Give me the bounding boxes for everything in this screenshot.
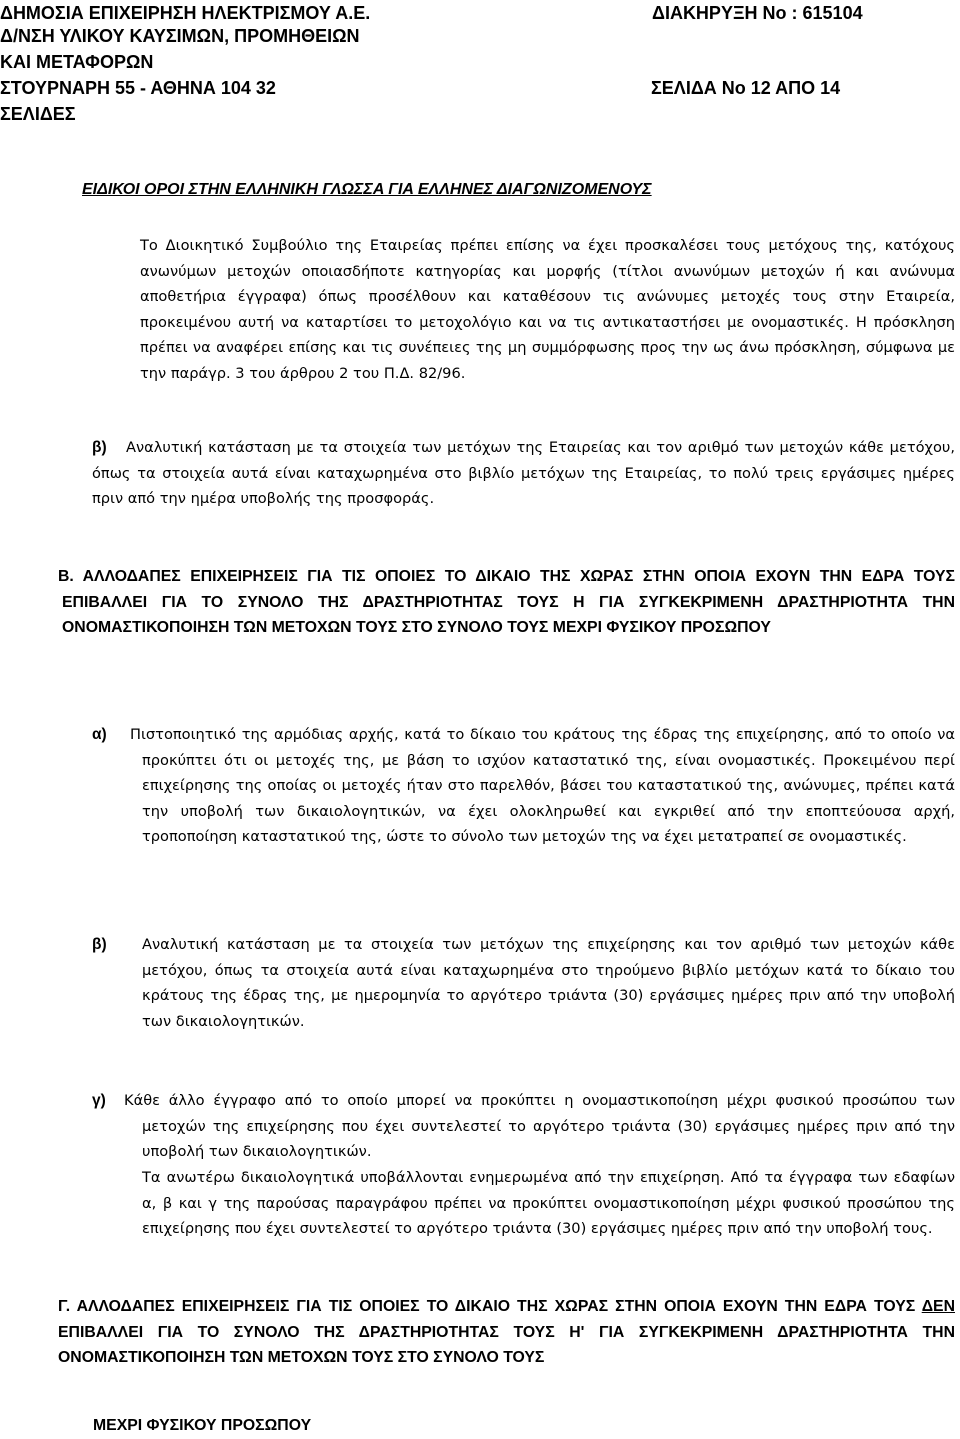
header-department-cont: ΚΑΙ ΜΕΤΑΦΟΡΩΝ [0,52,154,72]
section-c-heading-tail: ΜΕΧΡΙ ΦΥΣΙΚΟΥ ΠΡΟΣΩΠΟΥ [93,1417,312,1434]
list-item-a-certificate [92,722,955,902]
item-text: Κάθε άλλο έγγραφο από το οποίο μπορεί να προκύπτει η ονομαστικοποίηση μέχρι φυσικού προσώπου των μετοχών της επιχείρησης που έχει συντελεστεί το αργότερο τριάντα (30) εργάσιμες ημέρες πριν από την υποβολή των δικαιολογητικών. [124,1092,955,1161]
item-text: Αναλυτική κατάσταση με τα στοιχεία των μετόχων της Εταιρείας και τον αριθμό των μετοχών κάθε μετόχου, όπως τα στοιχεία αυτά είναι καταχωρημένα στο βιβλίο μετόχων της Εταιρείας, το πολύ τρεις εργάσιμες ημέρες πριν από την ημέρα υποβολής της προσφοράς. [92,439,955,508]
list-item-b-shareholders [92,435,955,540]
intro-paragraph: Το Διοικητικό Συμβούλιο της Εταιρείας πρέπει επίσης να έχει προσκαλέσει τους μετόχους της, κατόχους ανωνύμων μετοχών οποιασδήποτε κατηγορίας και μορφής (τίτλοι ανωνύμων μετοχών ή και ανώνυμα αποθετήρια έγγραφα) όπως προσέλθουν και καταθέσουν τις ανώνυμες μετοχές τους στην Εταιρεία, προκειμένου αυτή να καταρτίσει το μετοχολόγιο και να τις αντικαταστήσει με ονομαστικές. Η πρόσκληση πρέπει να αναφέρει επίσης και τις συνέπειες της μη συμμόρφωσης προς την ως άνω πρόσκληση, σύμφωνα με την παράγρ. 3 του άρθρου 2 του Π.Δ. 82/96. [140,237,955,382]
item-label: β) [92,439,107,456]
header-org-name: ΔΗΜΟΣΙΑ ΕΠΙΧΕΙΡΗΣΗ ΗΛΕΚΤΡΙΣΜΟΥ Α.Ε. [0,3,371,23]
section-b-heading: Β. ΑΛΛΟΔΑΠΕΣ ΕΠΙΧΕΙΡΗΣΕΙΣ ΓΙΑ ΤΙΣ ΟΠΟΙΕΣ ΤΟ ΔΙΚΑΙΟ ΤΗΣ ΧΩΡΑΣ ΣΤΗΝ ΟΠΟΙΑ ΕΧΟΥΝ ΤΗΝ ΕΔΡΑ ΤΟΥΣ ΕΠΙΒΑΛΛΕΙ ΓΙΑ ΤΟ ΣΥΝΟΛΟ ΤΗΣ ΔΡΑΣΤΗΡΙΟΤΗΤΑΣ ΤΟΥΣ Η ΓΙΑ ΣΥΓΚΕΚΡΙΜΕΝΗ ΔΡΑΣΤΗΡΙΟΤΗΤΑ ΤΗΝ ΟΝΟΜΑΣΤΙΚΟΠΟΙΗΣΗ ΤΩΝ ΜΕΤΟΧΩΝ ΤΟΥΣ ΣΤΟ ΣΥΝΟΛΟ ΤΟΥΣ ΜΕΧΡΙ ΦΥΣΙΚΟΥ ΠΡΟΣΩΠΟΥ [58,568,955,637]
list-item-b-register [92,932,955,1062]
item-text-continued: Τα ανωτέρω δικαιολογητικά υποβάλλονται ενημερωμένα από την επιχείρηση. Από τα έγγραφα των εδαφίων α, β και γ της παρούσας παραγράφου πρέπει να προκύπτει ονομαστικοποίηση μέχρι φυσικού προσώπου της επιχείρησης που έχει συντελεστεί το αργότερο τριάντα (30) εργάσιμες ημέρες πριν από την υποβολή τους. [142,1169,955,1238]
header-tender-number: ΔΙΑΚΗΡΥΞΗ Νο : 615104 [652,3,863,23]
item-text: Αναλυτική κατάσταση με τα στοιχεία των μετόχων της επιχείρησης και τον αριθμό των μετοχών κάθε μετόχου, όπως τα στοιχεία αυτά είναι καταχωρημένα στο τηρούμενο βιβλίο μετόχων κατά το δίκαιο του κράτους της έδρας της, με ημερομηνία το αργότερο τριάντα (30) εργάσιμες ημέρες πριν από την υποβολή των δικαιολογητικών. [142,936,955,1030]
item-label: β) [92,936,107,953]
header-page-number: ΣΕΛΙΔΑ Νο 12 ΑΠΟ 14 [651,78,841,98]
item-text: Πιστοποιητικό της αρμόδιας αρχής, κατά το δίκαιο του κράτους της έδρας της επιχείρησης, από το οποίο να προκύπτει ότι οι μετοχές της, με βάση το ισχύον καταστατικό της, είναι ονομαστικές. Προκειμένου περί επιχείρησης της οποίας οι μετοχές ήταν στο παρελθόν, βάσει του καταστατικού της, ανώνυμες, πρέπει κατά την υποβολή των δικαιολογητικών, να έχει ολοκληρωθεί και εγκριθεί από την εποπτεύουσα αρχή, τροποποίηση καταστατικού της, ώστε το σύνολο των μετοχών της να έχει μετατραπεί σε ονομαστικές. [130,726,955,846]
section-c-heading: Γ. ΑΛΛΟΔΑΠΕΣ ΕΠΙΧΕΙΡΗΣΕΙΣ ΓΙΑ ΤΙΣ ΟΠΟΙΕΣ ΤΟ ΔΙΚΑΙΟ ΤΗΣ ΧΩΡΑΣ ΣΤΗΝ ΟΠΟΙΑ ΕΧΟΥΝ ΤΗΝ ΕΔΡΑ ΤΟΥΣ ΔΕΝ ΕΠΙΒΑΛΛΕΙ ΓΙΑ ΤΟ ΣΥΝΟΛΟ ΤΗΣ ΔΡΑΣΤΗΡΙΟΤΗΤΑΣ ΤΟΥΣ Η' ΓΙΑ ΣΥΓΚΕΚΡΙΜΕΝΗ ΔΡΑΣΤΗΡΙΟΤΗΤΑ ΤΗΝ ΟΝΟΜΑΣΤΙΚΟΠΟΙΗΣΗ ΤΩΝ ΜΕΤΟΧΩΝ ΤΟΥΣ ΣΤΟ ΣΥΝΟΛΟ ΤΟΥΣ [58,1298,955,1367]
page-title: ΕΙΔΙΚΟΙ ΟΡΟΙ ΣΤΗΝ ΕΛΛΗΝΙΚΗ ΓΛΩΣΣΑ ΓΙΑ ΕΛΛΗΝΕΣ ΔΙΑΓΩΝΙΖΟΜΕΝΟΥΣ [82,181,652,198]
item-label: α) [92,726,107,743]
header-department: Δ/ΝΣΗ ΥΛΙΚΟΥ ΚΑΥΣΙΜΩΝ, ΠΡΟΜΗΘΕΙΩΝ [0,26,360,46]
header-address: ΣΤΟΥΡΝΑΡΗ 55 - ΑΘΗΝΑ 104 32 [0,78,276,98]
header-pages-label: ΣΕΛΙΔΕΣ [0,104,76,124]
list-item-c-other-documents [92,1088,955,1273]
item-label: γ) [92,1092,106,1109]
emphasis-not: ΔΕΝ [921,1298,955,1315]
